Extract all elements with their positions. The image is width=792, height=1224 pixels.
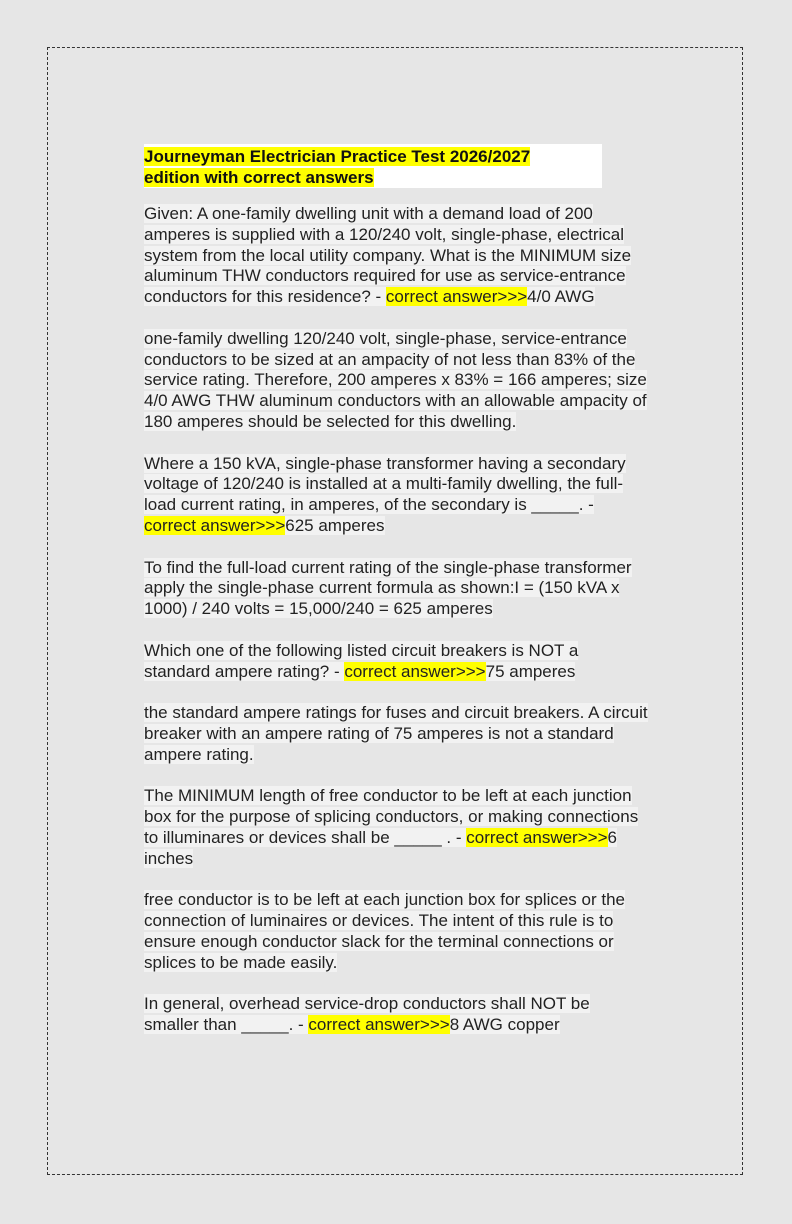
answer-marker-5: correct answer>>> [308, 1015, 450, 1035]
explanation-1-text: one-family dwelling 120/240 volt, single-phase, service-entrance conductors to be sized at an ampacity of not less than 83% of the service rating. Therefore, 200 amperes x 83% = 166 amperes; size 4/0 AWG THW aluminum conductors with an allowable ampacity of 180 amperes should be selected for this dwelling. [144, 328, 647, 431]
title-block [144, 144, 602, 188]
explanation-3 [144, 703, 649, 765]
question-3 [144, 641, 649, 683]
document-content [144, 144, 649, 1057]
question-2-text: Where a 150 kVA, single-phase transformer having a secondary voltage of 120/240 is installed at a multi-family dwelling, the full-load current rating, in amperes, of the secondary is _____. - [144, 453, 626, 515]
answer-marker-3: correct answer>>> [344, 661, 486, 681]
question-4 [144, 786, 649, 869]
question-5-text: In general, overhead service-drop conductors shall NOT be smaller than _____. - [144, 994, 590, 1035]
explanation-2 [144, 558, 649, 620]
explanation-2-text: To find the full-load current rating of the single-phase transformer apply the single-phase current formula as shown:I = (150 kVA x 1000) / 240 volts = 15,000/240 = 625 amperes [144, 557, 632, 619]
answer-3: 75 amperes [485, 661, 576, 681]
explanation-3-text: the standard ampere ratings for fuses and circuit breakers. A circuit breaker with an ampere rating of 75 amperes is not a standard ampere rating. [144, 703, 648, 764]
document-title [144, 146, 602, 188]
answer-1: 4/0 AWG [527, 287, 595, 307]
title-line-1: Journeyman Electrician Practice Test 2026/2027 [144, 147, 531, 166]
question-5 [144, 994, 649, 1036]
explanation-1 [144, 329, 649, 433]
answer-5: 8 AWG copper [449, 1015, 560, 1035]
question-1-text: Given: A one-family dwelling unit with a demand load of 200 amperes is supplied with a 120/240 volt, single-phase, electrical system from the local utility company. What is the MINIMUM size aluminum THW conductors required for use as service-entrance conductors for this residence? - [144, 204, 632, 307]
question-3-text: Which one of the following listed circuit breakers is NOT a standard ampere rating? - [144, 640, 579, 681]
answer-2: 625 amperes [285, 515, 385, 535]
answer-marker-2: correct answer>>> [144, 515, 286, 535]
answer-marker-4: correct answer>>> [466, 827, 608, 847]
question-2 [144, 454, 649, 537]
explanation-4-text: free conductor is to be left at each junction box for splices or the connection of luminaires or devices. The intent of this rule is to ensure enough conductor slack for the terminal connections or splices to be made easily. [144, 890, 625, 972]
explanation-4 [144, 890, 649, 973]
answer-4: 6 inches [144, 827, 617, 868]
answer-marker-1: correct answer>>> [385, 287, 528, 307]
question-1 [144, 204, 649, 308]
question-4-text: The MINIMUM length of free conductor to be left at each junction box for the purpose of splicing conductors, or making connections to illuminares or devices shall be _____ . - [144, 786, 639, 847]
title-line-2: edition with correct answers [144, 168, 374, 187]
